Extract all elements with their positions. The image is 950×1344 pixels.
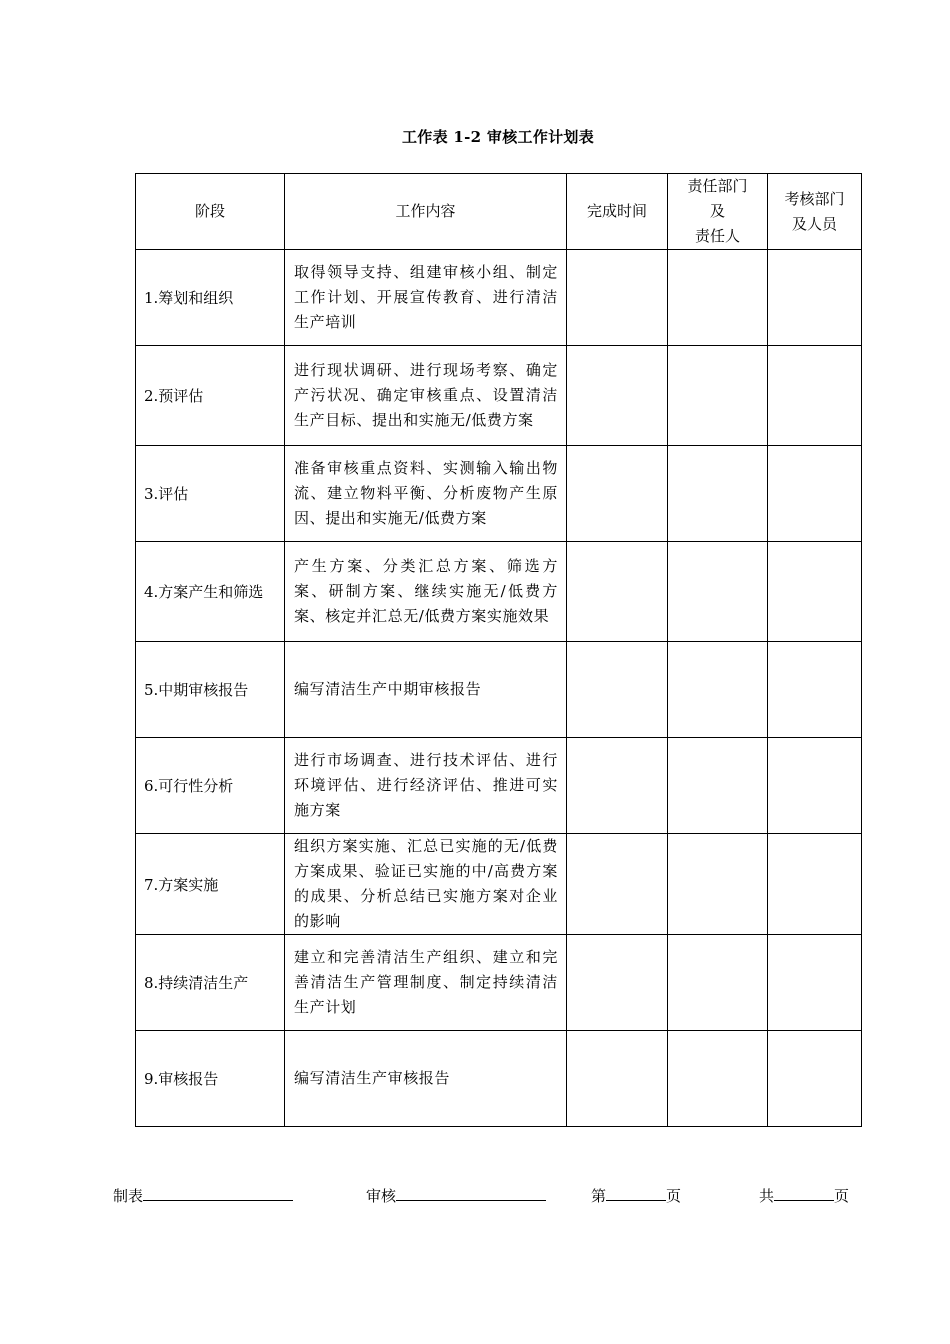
content-cell: 建立和完善清洁生产组织、建立和完善清洁生产管理制度、制定持续清洁生产计划 bbox=[285, 935, 567, 1031]
worksheet-title: 工作表 1-2 审核工作计划表 bbox=[401, 128, 595, 146]
assessor-cell bbox=[768, 1031, 862, 1127]
table-row bbox=[136, 542, 862, 642]
stage-cell: 6.可行性分析 bbox=[136, 738, 285, 834]
stage-cell: 3.评估 bbox=[136, 446, 285, 542]
content-cell: 编写清洁生产审核报告 bbox=[285, 1031, 567, 1127]
responsible-cell bbox=[668, 346, 768, 446]
content-cell: 准备审核重点资料、实测输入输出物流、建立物料平衡、分析废物产生原因、提出和实施无/低费方案 bbox=[285, 446, 567, 542]
table-row bbox=[136, 738, 862, 834]
total-prefix: 共 bbox=[759, 1187, 775, 1205]
total-pages-field bbox=[759, 1184, 849, 1206]
stage-cell: 5.中期审核报告 bbox=[136, 642, 285, 738]
prepared-by-blank bbox=[143, 1184, 293, 1201]
audit-plan-table bbox=[135, 173, 862, 1127]
completion-time-cell bbox=[567, 642, 668, 738]
table-row bbox=[136, 1031, 862, 1127]
table-row bbox=[136, 642, 862, 738]
header-responsible-line3: 责任人 bbox=[694, 227, 740, 245]
total-pages-blank bbox=[774, 1184, 834, 1201]
stage-cell: 8.持续清洁生产 bbox=[136, 935, 285, 1031]
responsible-cell bbox=[668, 834, 768, 935]
table-row bbox=[136, 935, 862, 1031]
responsible-cell bbox=[668, 1031, 768, 1127]
header-responsible-line1: 责任部门 bbox=[687, 177, 748, 195]
header-responsible bbox=[668, 174, 768, 250]
header-responsible-line2: 及 bbox=[709, 202, 725, 220]
content-cell: 产生方案、分类汇总方案、筛选方案、研制方案、继续实施无/低费方案、核定并汇总无/低费方案实施效果 bbox=[285, 542, 567, 642]
content-cell: 进行市场调查、进行技术评估、进行环境评估、进行经济评估、推进可实施方案 bbox=[285, 738, 567, 834]
prepared-by-label: 制表 bbox=[113, 1187, 144, 1205]
completion-time-cell bbox=[567, 738, 668, 834]
responsible-cell bbox=[668, 738, 768, 834]
reviewed-by-field bbox=[366, 1184, 546, 1206]
content-cell: 取得领导支持、组建审核小组、制定工作计划、开展宣传教育、进行清洁生产培训 bbox=[285, 250, 567, 346]
header-stage: 阶段 bbox=[136, 174, 285, 250]
completion-time-cell bbox=[567, 446, 668, 542]
completion-time-cell bbox=[567, 1031, 668, 1127]
prepared-by-field bbox=[113, 1184, 293, 1206]
content-cell: 组织方案实施、汇总已实施的无/低费方案成果、验证已实施的中/高费方案的成果、分析总结已实施方案对企业的影响 bbox=[285, 834, 567, 935]
responsible-cell bbox=[668, 250, 768, 346]
responsible-cell bbox=[668, 446, 768, 542]
stage-cell: 4.方案产生和筛选 bbox=[136, 542, 285, 642]
page-suffix: 页 bbox=[666, 1187, 682, 1205]
table-header-row bbox=[136, 174, 862, 250]
reviewed-by-blank bbox=[396, 1184, 546, 1201]
stage-cell: 9.审核报告 bbox=[136, 1031, 285, 1127]
header-assessor-line2: 及人员 bbox=[791, 214, 837, 233]
completion-time-cell bbox=[567, 834, 668, 935]
assessor-cell bbox=[768, 935, 862, 1031]
header-content: 工作内容 bbox=[285, 174, 567, 250]
assessor-cell bbox=[768, 542, 862, 642]
stage-cell: 1.筹划和组织 bbox=[136, 250, 285, 346]
header-assessor-line1: 考核部门 bbox=[784, 189, 845, 208]
table-row bbox=[136, 834, 862, 935]
table-row bbox=[136, 346, 862, 446]
stage-cell: 2.预评估 bbox=[136, 346, 285, 446]
total-suffix: 页 bbox=[834, 1187, 850, 1205]
signature-footer bbox=[0, 1184, 950, 1208]
completion-time-cell bbox=[567, 542, 668, 642]
header-completion-time: 完成时间 bbox=[567, 174, 668, 250]
header-assessor bbox=[768, 174, 862, 250]
page-number-blank bbox=[606, 1184, 666, 1201]
responsible-cell bbox=[668, 542, 768, 642]
content-cell: 进行现状调研、进行现场考察、确定产污状况、确定审核重点、设置清洁生产目标、提出和实施无/低费方案 bbox=[285, 346, 567, 446]
assessor-cell bbox=[768, 446, 862, 542]
content-cell: 编写清洁生产中期审核报告 bbox=[285, 642, 567, 738]
stage-cell: 7.方案实施 bbox=[136, 834, 285, 935]
responsible-cell bbox=[668, 642, 768, 738]
completion-time-cell bbox=[567, 250, 668, 346]
assessor-cell bbox=[768, 642, 862, 738]
table-row bbox=[136, 250, 862, 346]
table-row bbox=[136, 446, 862, 542]
assessor-cell bbox=[768, 834, 862, 935]
reviewed-by-label: 审核 bbox=[366, 1187, 397, 1205]
assessor-cell bbox=[768, 250, 862, 346]
responsible-cell bbox=[668, 935, 768, 1031]
page-number-field bbox=[591, 1184, 681, 1206]
completion-time-cell bbox=[567, 935, 668, 1031]
completion-time-cell bbox=[567, 346, 668, 446]
page-prefix: 第 bbox=[591, 1187, 607, 1205]
assessor-cell bbox=[768, 738, 862, 834]
assessor-cell bbox=[768, 346, 862, 446]
